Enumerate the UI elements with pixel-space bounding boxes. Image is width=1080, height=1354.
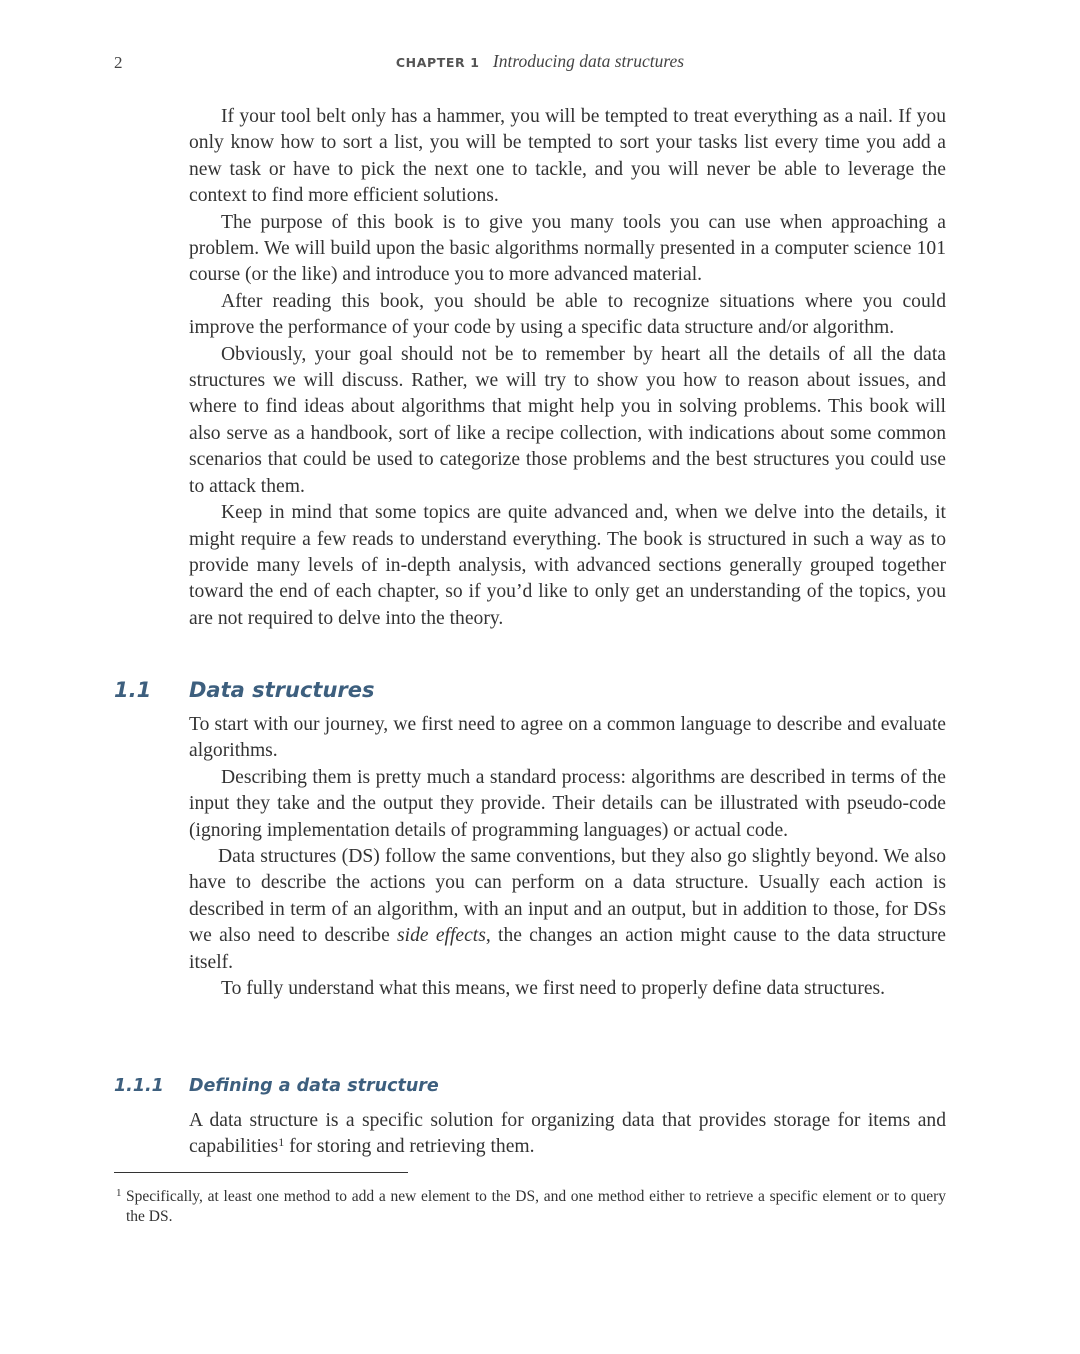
section-heading-1-1-1: [114, 1076, 439, 1096]
paragraph: After reading this book, you should be able to recognize situations where you could improve the performance of your code by using a specific data structure and/or algorithm.: [189, 290, 946, 339]
footnote-divider: [114, 1172, 408, 1173]
intro-text: [189, 104, 946, 632]
footnote-reference[interactable]: 1: [278, 1135, 285, 1150]
footnote: [114, 1187, 946, 1227]
page-number: 2: [114, 53, 123, 72]
section-number: 1.1: [114, 678, 152, 702]
chapter-title: Introducing data structures: [492, 51, 685, 71]
section-1-1-1-text: [189, 1108, 946, 1161]
chapter-label: CHAPTER 1: [395, 55, 480, 70]
section-heading-1-1: [114, 678, 375, 702]
emphasis: side effects: [397, 925, 486, 947]
section-title: Defining a data structure: [189, 1076, 439, 1096]
footnote-text: Specifically, at least one method to add a new element to the DS, and one method either to retrieve a specific element or to query the DS.: [126, 1188, 946, 1225]
section-1-1-text: [189, 712, 946, 1002]
paragraph: Data structures (DS) follow the same conventions, but they also go slightly beyond. We also have to describe the actions you can perform on a data structure. Usually each action is described in term of an algorithm, with an input and an output, but in addition to those, for DSs we also need to describe side effects, the changes an action might cause to the data structure itself.: [189, 846, 946, 973]
footnote-mark: 1: [116, 1187, 122, 1199]
paragraph: Describing them is pretty much a standard process: algorithms are described in terms of the input they take and the output they provide. Their details can be illustrated with pseudo-code (ignoring implementation details of programming languages) or actual code.: [189, 766, 946, 841]
paragraph: Obviously, your goal should not be to remember by heart all the details of all the data structures we will discuss. Rather, we will try to show you how to reason about issues, and where to find ideas about algorithms that might help you in solving problems. This book will also serve as a handbook, sort of like a recipe collection, with indications about some common scenarios that could be used to categorize those problems and the best structures you could use to attack them.: [189, 343, 946, 497]
paragraph: To start with our journey, we first need to agree on a common language to describe and evaluate algorithms.: [189, 714, 946, 762]
paragraph: A data structure is a specific solution for organizing data that provides storage for items and capabilities$^1$ for storing and retrieving them.: [189, 1110, 946, 1158]
paragraph: If your tool belt only has a hammer, you will be tempted to treat everything as a nail. If you only know how to sort a list, you will be tempted to sort your tasks list every time you add a new task or have to pick the next one to tackle, and you will never be able to leverage the context to find more efficient solutions.: [189, 106, 946, 207]
running-head: [0, 51, 1080, 72]
paragraph: Keep in mind that some topics are quite advanced and, when we delve into the details, it might require a few reads to understand everything. The book is structured in such a way as to provide many levels of in-depth analysis, with advanced sections generally grouped together toward the end of each chapter, so if you’d like to only get an understanding of the topics, you are not required to delve into the theory.: [189, 502, 946, 629]
paragraph: To fully understand what this means, we first need to properly define data structures.: [221, 978, 886, 1000]
section-title: Data structures: [189, 678, 375, 702]
running-header: [0, 48, 1080, 78]
paragraph: The purpose of this book is to give you many tools you can use when approaching a problem. We will build upon the basic algorithms normally presented in a computer science 101 course (or the like) and introduce you to more advanced material.: [189, 211, 946, 286]
section-number: 1.1.1: [114, 1076, 164, 1096]
